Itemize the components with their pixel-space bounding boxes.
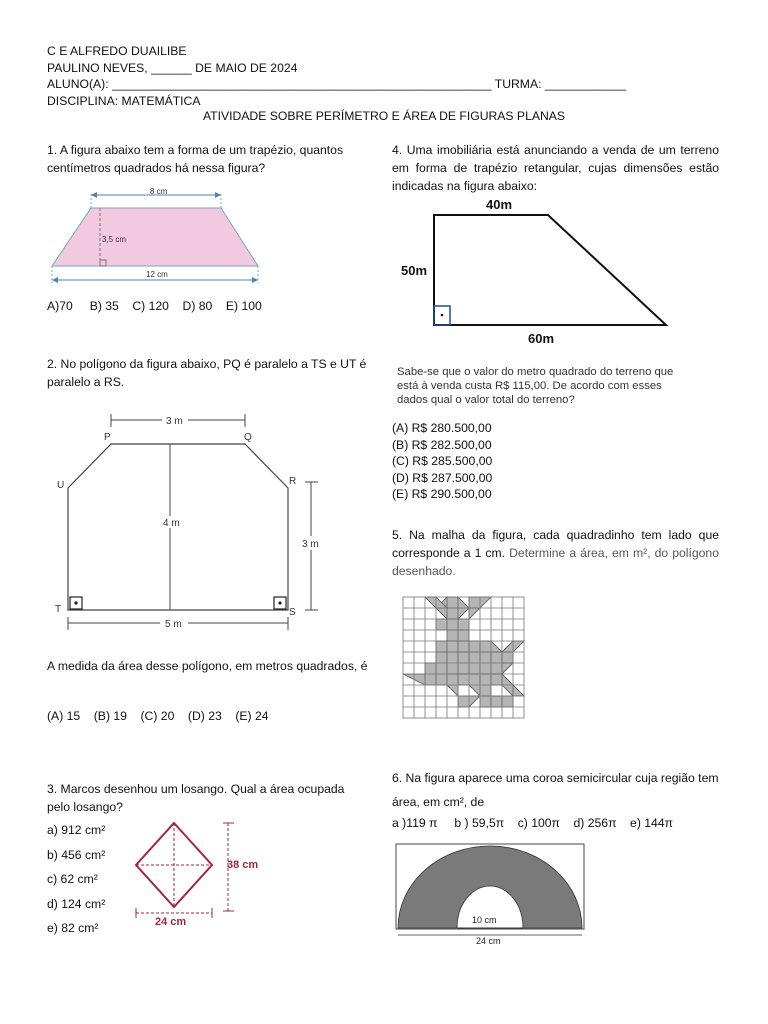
q1-label-height: 3,5 cm	[102, 235, 127, 244]
q2-vertex-r: R	[289, 476, 297, 487]
q3-text: 3. Marcos desenhou um losango. Qual a área ocupada pelo losango?	[47, 782, 345, 814]
q1-option: D) 80	[182, 299, 213, 313]
q2-label-right: 3 m	[302, 539, 319, 550]
q3-option: b) 456 cm²	[47, 847, 106, 862]
q4-option: (E) R$ 290.500,00	[392, 487, 492, 501]
q4-option: (D) R$ 287.500,00	[392, 470, 493, 485]
q5-text-a: 5. Na malha da figura, cada quadradinho tem lado que corresponde a 1 cm.	[392, 528, 719, 560]
q4-options	[392, 420, 492, 503]
q4-option: (B) R$ 282.500,00	[392, 437, 492, 452]
q6-label-outer: 24 cm	[476, 936, 501, 946]
q2-option: (B) 19	[93, 709, 127, 723]
q6-option: e) 144π	[630, 816, 674, 830]
q1-text: 1. A figura abaixo tem a forma de um trapézio, quantos centímetros quadrados há nessa figura?	[47, 143, 344, 175]
q2-option: (A) 15	[47, 709, 81, 723]
q2-option: (C) 20	[140, 709, 175, 723]
q3-rhombus-figure	[128, 815, 278, 930]
q6-options	[392, 816, 673, 830]
q4-option: (C) R$ 285.500,00	[392, 454, 493, 468]
q5-text-b: Determine a área, em m², do polígono desenhado.	[392, 546, 719, 578]
q4-label-bottom: 60m	[528, 331, 555, 346]
school-name: C E ALFREDO DUAILIBE	[47, 44, 187, 58]
q4-trapezoid-figure	[398, 193, 678, 348]
q1-label-bottom: 12 cm	[146, 270, 168, 279]
q6-text: 6. Na figura aparece uma coroa semicircular cuja região tem área, em cm², de	[392, 771, 719, 809]
student-line: ALUNO(A): ________________________________________________________ TURMA: ____________	[47, 77, 627, 91]
q2-vertex-t: T	[55, 604, 62, 615]
q1-option: E) 100	[225, 299, 262, 313]
header	[47, 43, 626, 109]
q4-option: (A) R$ 280.500,00	[392, 421, 492, 435]
q1-option: C) 120	[132, 299, 169, 313]
date-line: PAULINO NEVES, ______ DE MAIO DE 2024	[47, 60, 298, 75]
q2-label-middle: 4 m	[163, 518, 180, 529]
q2-option: (D) 23	[187, 709, 222, 723]
q3-label-height: 38 cm	[227, 859, 259, 871]
q1-label-top: 8 cm	[150, 187, 168, 196]
q2-option: (E) 24	[235, 709, 269, 723]
q3-option: e) 82 cm²	[47, 921, 99, 935]
page-title: ATIVIDADE SOBRE PERÍMETRO E ÁREA DE FIGURAS PLANAS	[202, 109, 566, 123]
q2-vertex-p: P	[104, 432, 111, 443]
q1-option: B) 35	[89, 299, 119, 313]
q2-vertex-u: U	[57, 480, 65, 491]
q2-text: 2. No polígono da figura abaixo, PQ é paralelo a TS e UT é paralelo a RS.	[47, 357, 367, 389]
q3-options	[47, 818, 105, 941]
q4-note: Sabe-se que o valor do metro quadrado do terreno que está à venda custa R$ 115,00. De acordo com esses dados qual o valor total do terreno?	[397, 366, 674, 406]
q2-polygon-figure	[48, 410, 338, 635]
q3-option: d) 124 cm²	[47, 896, 106, 911]
q4-text: 4. Uma imobiliária está anunciando a venda de um terreno em forma de trapézio retangular, cujas dimensões estão indicadas na figura abaixo:	[392, 143, 719, 193]
q1-option: A)70	[47, 299, 73, 313]
q1-options	[47, 299, 262, 313]
q3-option: a) 912 cm²	[47, 823, 106, 837]
q4-label-left: 50m	[401, 263, 428, 278]
subject-line: DISCIPLINA: MATEMÁTICA	[47, 93, 201, 108]
q6-semicircle-figure	[395, 843, 587, 949]
q2-options	[47, 709, 269, 723]
q3-option: c) 62 cm²	[47, 872, 98, 886]
q5-text	[392, 526, 719, 580]
q6-option: b ) 59,5π	[454, 816, 505, 830]
q6-option: a )119 π	[392, 816, 438, 830]
q6-option: d) 256π	[573, 816, 617, 830]
q6-label-inner: 10 cm	[472, 915, 497, 925]
q2-label-top: 3 m	[166, 416, 183, 427]
q2-vertex-s: S	[289, 607, 296, 618]
q2-question: A medida da área desse polígono, em metros quadrados, é	[47, 659, 368, 673]
q1-trapezoid-figure	[46, 183, 266, 283]
q6-option: c) 100π	[517, 816, 560, 830]
q5-grid-figure	[400, 594, 534, 722]
q2-vertex-q: Q	[244, 432, 252, 443]
q4-label-top: 40m	[486, 197, 513, 212]
q3-label-width: 24 cm	[155, 916, 187, 928]
q2-label-bottom: 5 m	[165, 619, 182, 630]
